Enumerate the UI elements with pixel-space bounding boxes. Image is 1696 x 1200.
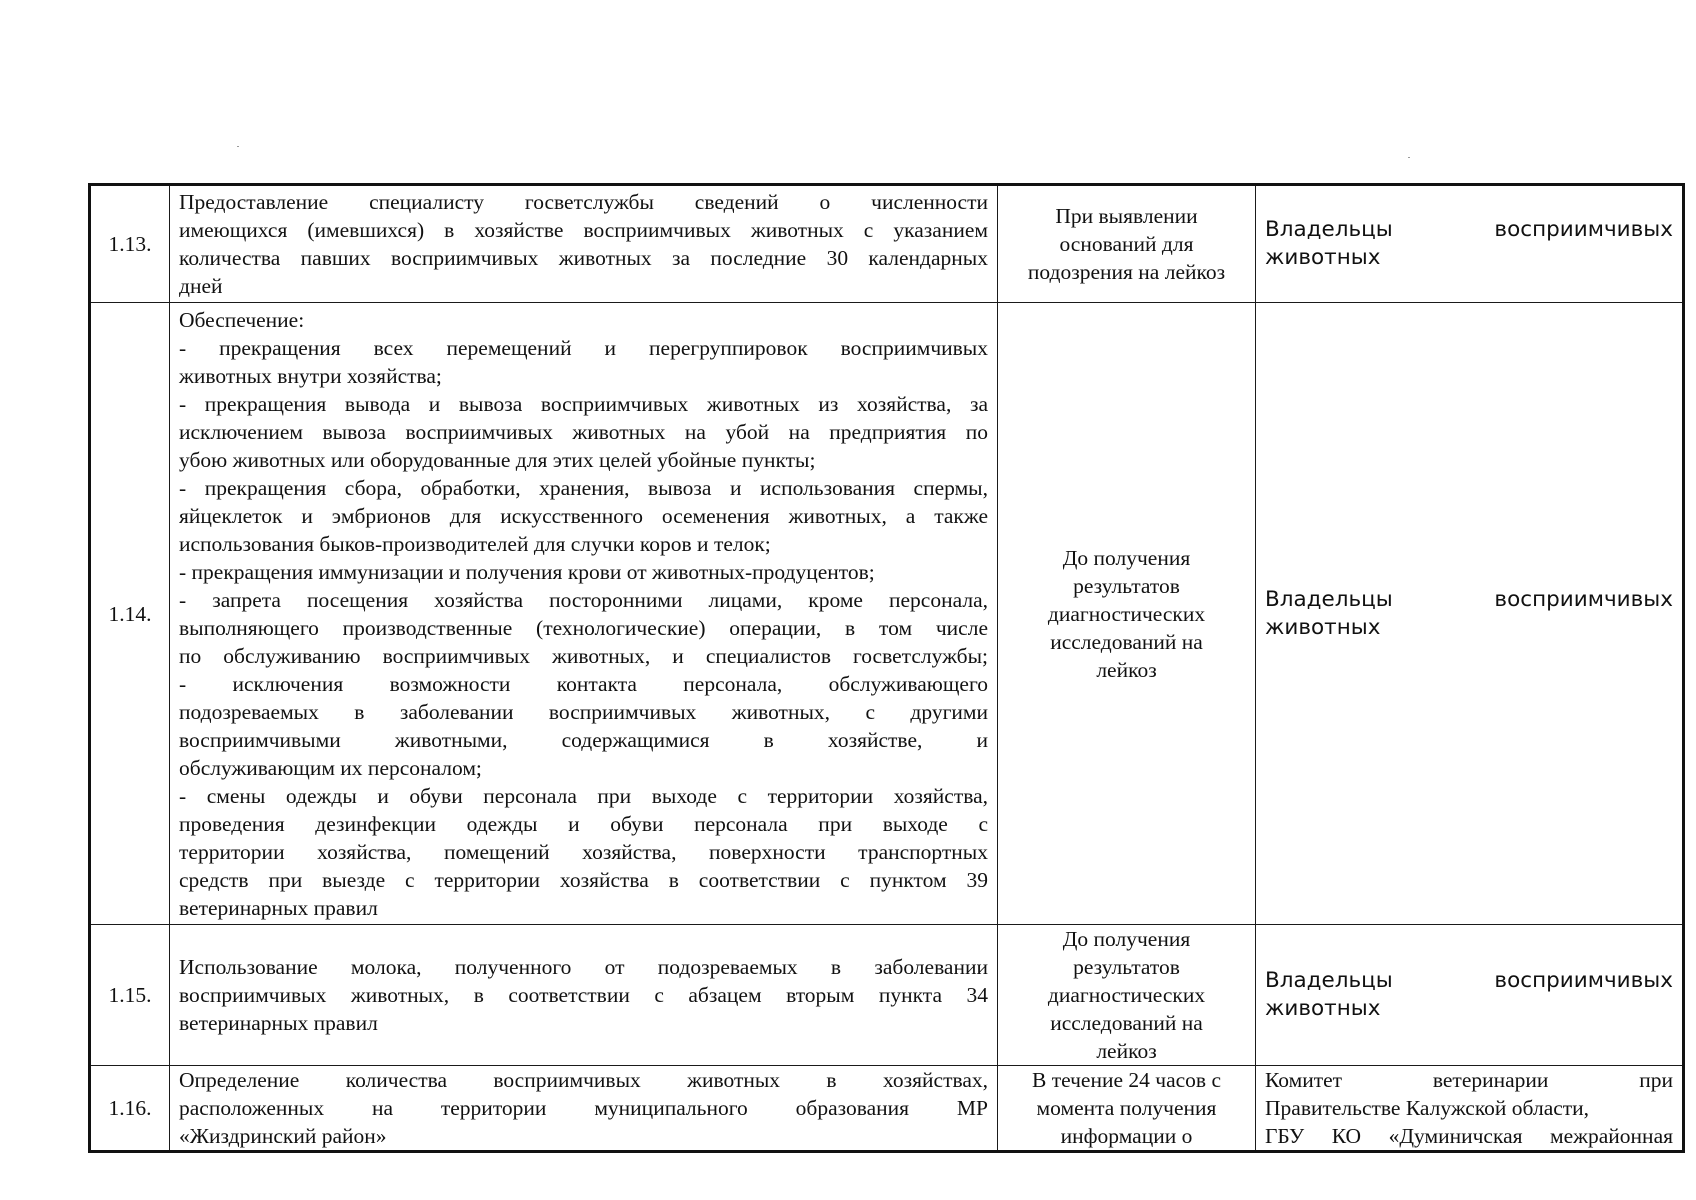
action-line: Предоставление специалисту госветслужбы сведений о численности xyxy=(179,190,988,214)
action-line: - исключения возможности контакта персонала, обслуживающего xyxy=(179,671,988,696)
action-line: ветеринарных правил xyxy=(179,1011,378,1035)
term-cell xyxy=(998,925,1256,1066)
responsible-cell xyxy=(1256,925,1684,1066)
action-cell xyxy=(170,925,998,1066)
responsible-line: животных xyxy=(1265,245,1381,270)
action-line: количества павших восприимчивых животных за последние 30 календарных xyxy=(179,246,988,270)
row-number: 1.16. xyxy=(90,1066,170,1152)
term-line: До получения xyxy=(1062,545,1191,570)
term-line: диагностических xyxy=(1047,601,1206,626)
responsible-line: Правительстве Калужской области, xyxy=(1265,1096,1590,1120)
table-row xyxy=(90,185,1684,303)
term-cell xyxy=(998,185,1256,303)
row-number: 1.15. xyxy=(90,925,170,1066)
term-line: подозрения на лейкоз xyxy=(1027,260,1226,284)
scan-speck xyxy=(1408,157,1410,158)
action-line: выполняющего производственные (технологические) операции, в том числе xyxy=(179,615,988,640)
term-line: лейкоз xyxy=(1096,657,1157,682)
responsible-line: Владельцы восприимчивых xyxy=(1265,586,1673,612)
action-line: - смены одежды и обуви персонала при выходе с территории хозяйства, xyxy=(179,783,988,808)
action-line: подозреваемых в заболевании восприимчивых животных, с другими xyxy=(179,699,988,724)
action-line: проведения дезинфекции одежды и обуви персонала при выходе с xyxy=(179,811,988,836)
responsible-line: Владельцы восприимчивых xyxy=(1265,217,1673,242)
responsible-line: Владельцы восприимчивых xyxy=(1265,968,1673,993)
term-line: В течение 24 часов с xyxy=(1032,1068,1221,1092)
row-number: 1.14. xyxy=(90,303,170,925)
measures-table xyxy=(88,183,1685,1153)
term-line: результатов xyxy=(1073,573,1180,598)
responsible-line: ГБУ КО «Думиничская межрайонная xyxy=(1265,1124,1673,1148)
action-line: исключением вывоза восприимчивых животных на убой на предприятия по xyxy=(179,419,988,444)
action-line: - прекращения иммунизации и получения крови от животных-продуцентов; xyxy=(179,559,875,584)
action-cell xyxy=(170,1066,998,1152)
term-line: информации о xyxy=(1060,1124,1193,1148)
responsible-cell xyxy=(1256,1066,1684,1152)
action-line: Обеспечение: xyxy=(179,307,305,332)
term-line: диагностических xyxy=(1047,983,1206,1007)
term-line: До получения xyxy=(1062,927,1191,951)
action-line: животных внутри хозяйства; xyxy=(179,363,442,388)
term-line: оснований для xyxy=(1059,232,1194,256)
table-row xyxy=(90,1066,1684,1152)
term-line: лейкоз xyxy=(1096,1039,1157,1063)
action-line: ветеринарных правил xyxy=(179,895,378,920)
action-line: Определение количества восприимчивых животных в хозяйствах, xyxy=(179,1068,988,1092)
term-line: исследований на xyxy=(1050,629,1203,654)
row-number: 1.13. xyxy=(90,185,170,303)
action-cell xyxy=(170,303,998,925)
responsible-cell xyxy=(1256,303,1684,925)
action-line: восприимчивыми животными, содержащимися в хозяйстве, и xyxy=(179,727,988,752)
term-line: исследований на xyxy=(1050,1011,1203,1035)
action-line: средств при выезде с территории хозяйства в соответствии с пунктом 39 xyxy=(179,867,988,892)
action-line: - прекращения сбора, обработки, хранения, вывоза и использования спермы, xyxy=(179,475,988,500)
action-line: использования быков-производителей для случки коров и телок; xyxy=(179,531,771,556)
action-line: территории хозяйства, помещений хозяйства, поверхности транспортных xyxy=(179,839,988,864)
action-line: - прекращения вывода и вывоза восприимчивых животных из хозяйства, за xyxy=(179,391,988,416)
responsible-line: Комитет ветеринарии при xyxy=(1265,1068,1673,1092)
action-line: восприимчивых животных, в соответствии с абзацем вторым пункта 34 xyxy=(179,983,988,1007)
term-line: При выявлении xyxy=(1055,204,1198,228)
action-line: обслуживающим их персоналом; xyxy=(179,755,482,780)
term-cell xyxy=(998,1066,1256,1152)
responsible-cell xyxy=(1256,185,1684,303)
term-cell xyxy=(998,303,1256,925)
responsible-line: животных xyxy=(1265,614,1381,640)
action-line: расположенных на территории муниципального образования МР xyxy=(179,1096,988,1120)
action-line: Использование молока, полученного от подозреваемых в заболевании xyxy=(179,955,988,979)
table-row xyxy=(90,925,1684,1066)
action-line: «Жиздринский район» xyxy=(179,1124,387,1148)
action-line: дней xyxy=(179,274,223,298)
action-line: - прекращения всех перемещений и перегруппировок восприимчивых xyxy=(179,335,988,360)
action-line: имеющихся (имевшихся) в хозяйстве восприимчивых животных с указанием xyxy=(179,218,988,242)
action-cell xyxy=(170,185,998,303)
table-row xyxy=(90,303,1684,925)
term-line: результатов xyxy=(1073,955,1180,979)
term-line: момента получения xyxy=(1036,1096,1217,1120)
action-line: по обслуживанию восприимчивых животных, и специалистов госветслужбы; xyxy=(179,643,988,668)
action-line: яйцеклеток и эмбрионов для искусственного осеменения животных, а также xyxy=(179,503,988,528)
action-line: убою животных или оборудованные для этих целей убойные пункты; xyxy=(179,447,816,472)
action-line: - запрета посещения хозяйства посторонними лицами, кроме персонала, xyxy=(179,587,988,612)
responsible-line: животных xyxy=(1265,996,1381,1021)
scan-speck xyxy=(237,146,239,147)
